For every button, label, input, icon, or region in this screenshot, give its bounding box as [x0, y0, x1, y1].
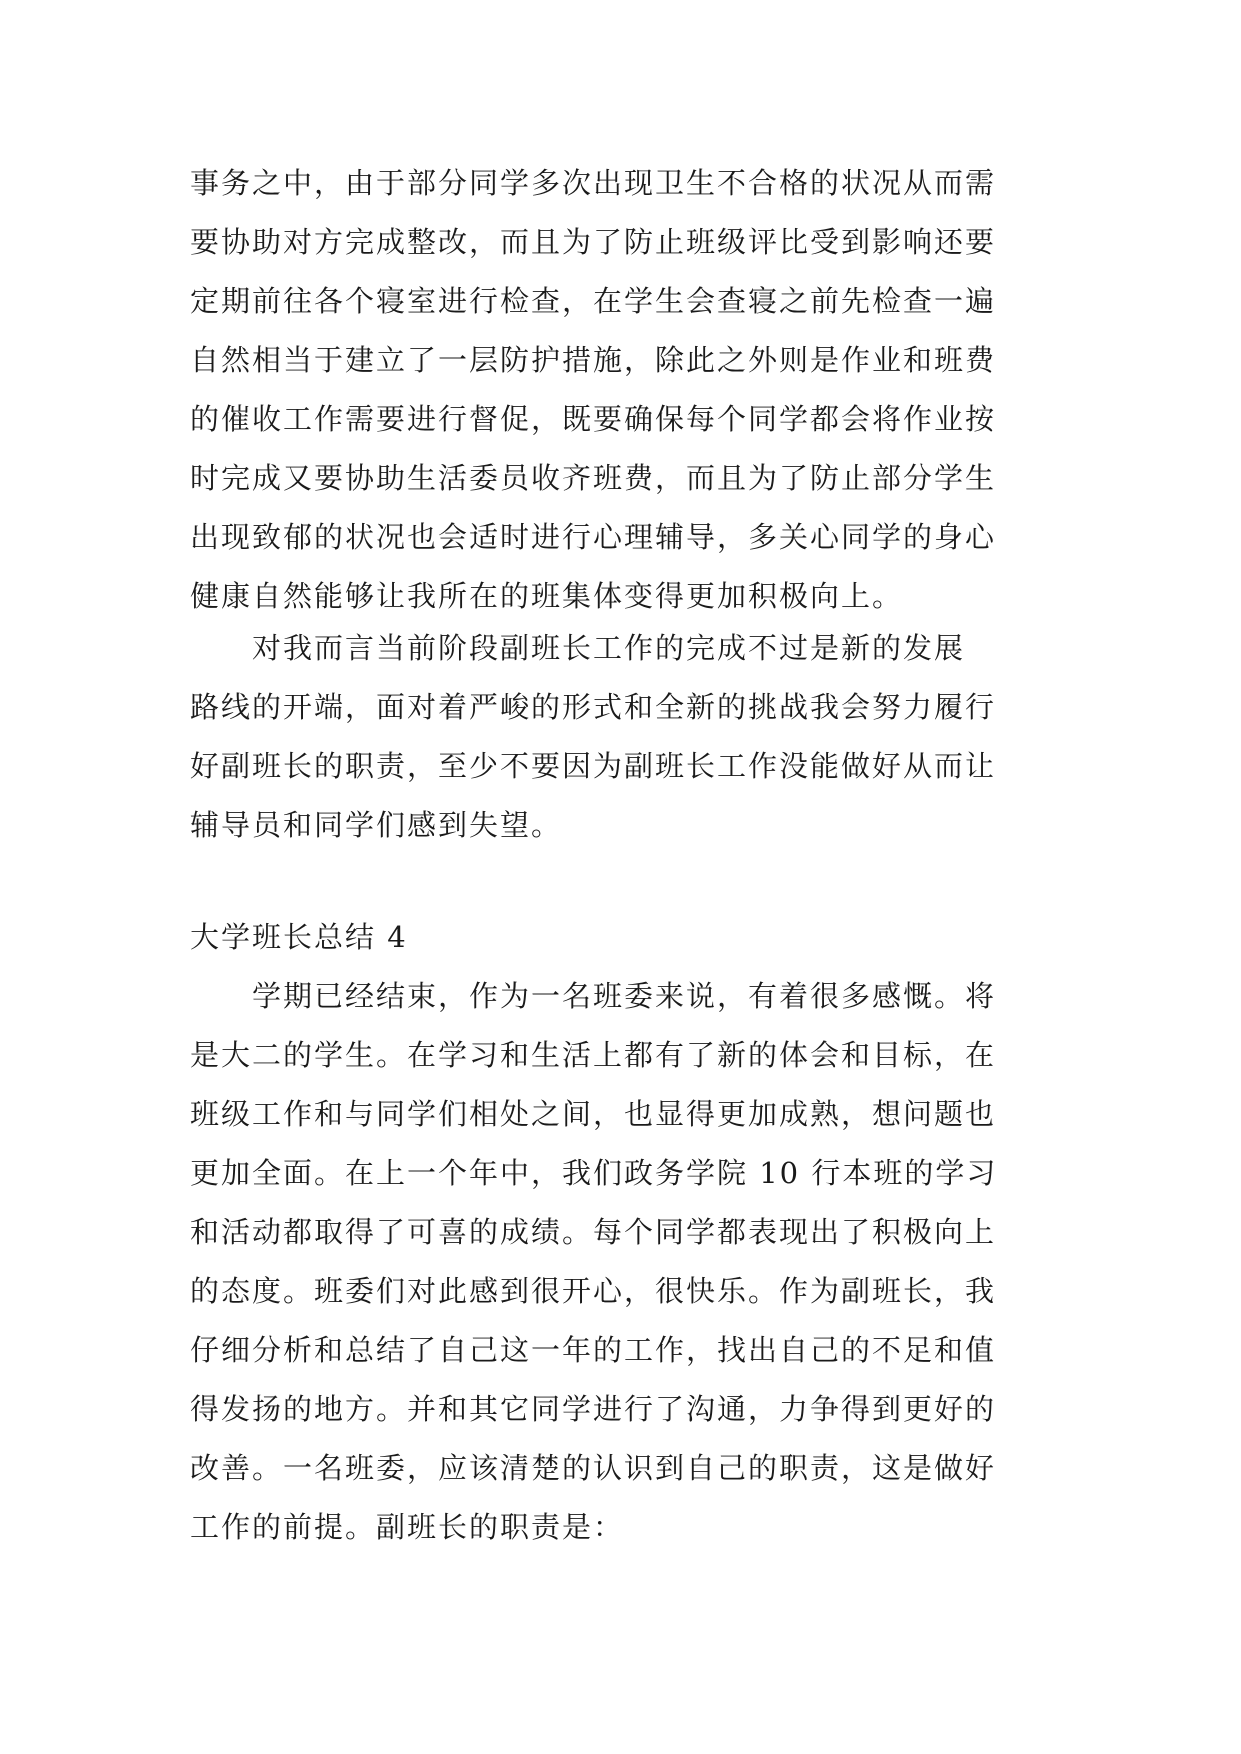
paragraph-conclusion	[190, 619, 1070, 855]
text-line: 好副班长的职责，至少不要因为副班长工作没能做好从而让	[190, 749, 997, 783]
text-line: 时完成又要协助生活委员收齐班费，而且为了防止部分学生	[190, 461, 997, 495]
text-line: 对我而言当前阶段副班长工作的完成不过是新的发展	[190, 631, 966, 665]
text-line: 和活动都取得了可喜的成绩。每个同学都表现出了积极向上	[190, 1215, 997, 1249]
text-line: 辅导员和同学们感到失望。	[190, 808, 563, 842]
text-line: 仔细分析和总结了自己这一年的工作，找出自己的不足和值	[190, 1333, 997, 1367]
text-line: 要协助对方完成整改，而且为了防止班级评比受到影响还要	[190, 225, 997, 259]
text-line: 是大二的学生。在学习和生活上都有了新的体会和目标，在	[190, 1038, 997, 1072]
text-line: 改善。一名班委，应该清楚的认识到自己的职责，这是做好	[190, 1451, 997, 1485]
text-line: 工作的前提。副班长的职责是：	[190, 1510, 625, 1544]
text-line: 健康自然能够让我所在的班集体变得更加积极向上。	[190, 579, 904, 613]
paragraph-continued	[190, 154, 1070, 626]
text-line: 的催收工作需要进行督促，既要确保每个同学都会将作业按	[190, 402, 997, 436]
text-line: 事务之中，由于部分同学多次出现卫生不合格的状况从而需	[190, 166, 997, 200]
text-line: 定期前往各个寝室进行检查，在学生会查寝之前先检查一遍	[190, 284, 997, 318]
text-line: 更加全面。在上一个年中，我们政务学院 10 行本班的学习	[190, 1156, 998, 1190]
text-line: 路线的开端，面对着严峻的形式和全新的挑战我会努力履行	[190, 690, 997, 724]
text-line: 班级工作和与同学们相处之间，也显得更加成熟，想问题也	[190, 1097, 997, 1131]
section-heading	[190, 908, 1070, 967]
text-line: 自然相当于建立了一层防护措施，除此之外则是作业和班费	[190, 343, 997, 377]
text-line: 得发扬的地方。并和其它同学进行了沟通，力争得到更好的	[190, 1392, 997, 1426]
text-line: 出现致郁的状况也会适时进行心理辅导，多关心同学的身心	[190, 520, 997, 554]
text-line: 的态度。班委们对此感到很开心，很快乐。作为副班长，我	[190, 1274, 997, 1308]
text-line: 学期已经结束，作为一名班委来说，有着很多感慨。将	[190, 979, 997, 1013]
section-title: 大学班长总结 4	[190, 920, 408, 954]
paragraph-summary	[190, 967, 1070, 1557]
